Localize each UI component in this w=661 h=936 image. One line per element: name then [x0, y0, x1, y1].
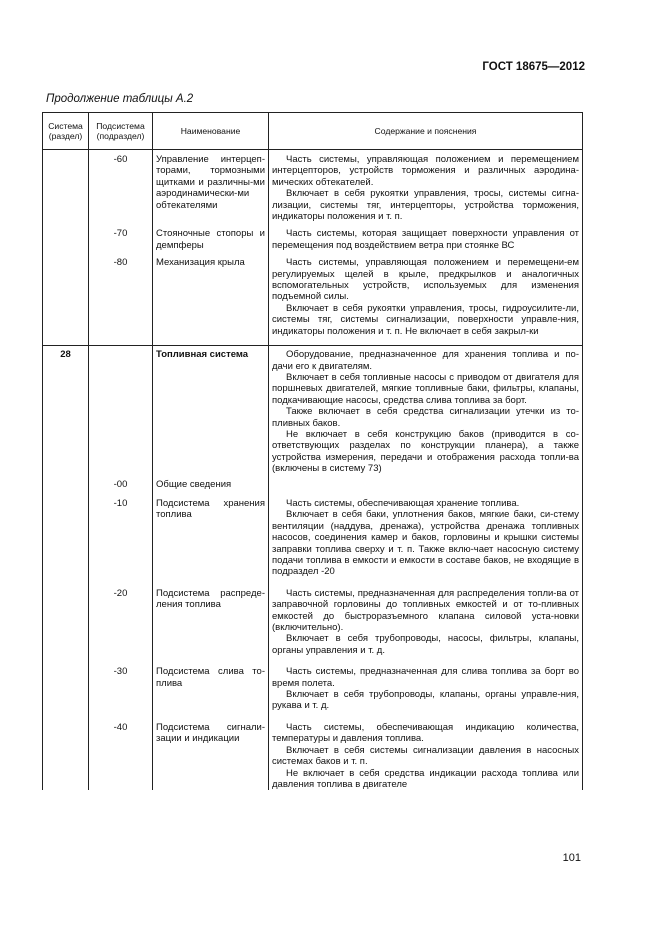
description-paragraph: Часть системы, управляющая положением и перемещени-ем регулируемых щелей в крыле, предкрылков и аналогичных вспомогательных устройств, используемых для изменения подъемной силы.: [272, 257, 579, 303]
description-paragraph: Включает в себя трубопроводы, клапаны, органы управле-ния, рукава и т. д.: [272, 689, 579, 712]
description-paragraph: Также включает в себя средства сигнализации утечки из то-пливных баков.: [272, 406, 579, 429]
entry-name: Общие сведения: [153, 475, 269, 490]
description-paragraph: Часть системы, обеспечивающая индикацию количества, температуры и давления топлива.: [272, 721, 579, 745]
spacer-cell: [89, 337, 153, 346]
entry-name: Стояночные стопоры и демпферы: [153, 222, 269, 251]
col-header-name: Наименование: [153, 113, 269, 150]
description-paragraph: Часть системы, предназначенная для распределения топли-ва от заправочной горловины до топливных емкостей и от то-пливных емкостей до быстроразъемного клапана силовой уста-новки (включительно).: [272, 587, 579, 634]
spacer-cell: [43, 337, 89, 346]
system-code: [43, 712, 89, 790]
entry-description: [269, 222, 583, 251]
group-spacer: [43, 337, 583, 346]
subsystem-code: -60: [89, 150, 153, 223]
subsystem-code: -40: [89, 712, 153, 790]
description-paragraph: Не включает в себя конструкцию баков (приводится в со-ответствующих разделах по конструкции планера), а также устройства измерения, передачи и отображения расхода топли-ва (включены в систему 73): [272, 428, 579, 475]
description-paragraph: Часть системы, обеспечивающая хранение топлива.: [286, 497, 520, 509]
spacer-cell: [269, 337, 583, 346]
description-paragraph: Часть системы, которая защищает поверхности управления от перемещения под воздействием ветра при стоянке ВС: [272, 228, 579, 251]
entry-name: Топливная система: [153, 346, 269, 475]
table-row: [43, 656, 583, 712]
col-header-system: Система (раздел): [43, 113, 89, 150]
description-paragraph: Часть системы, предназначенная для слива топлива за борт во время полета.: [272, 666, 579, 689]
entry-description: [269, 656, 583, 712]
entry-description: [269, 150, 583, 223]
subsystem-code: -80: [89, 251, 153, 337]
subsystem-code: [89, 346, 153, 475]
description-paragraph: Включает в себя баки, уплотнения баков, мягкие баки, си-стему вентиляции (наддува, дренажа), устройства дренажа топливных насосов, соединения камер и баков, горловины и крышки системы заправки топлива сверху и т. п. Также вклю-чает насосную систему подачи топлива в емкости и емкости в составе баков, не входящие в подраздел -20: [272, 509, 579, 578]
subsystem-code: -70: [89, 222, 153, 251]
col-header-subsystem: Подсистема (подраздел): [89, 113, 153, 150]
description-paragraph: Включает в себя системы сигнализации давления в насосных системах баков и т. п.: [272, 744, 579, 768]
system-code: [43, 251, 89, 337]
entry-description: [269, 475, 583, 490]
entry-description: [269, 712, 583, 790]
system-code: [43, 150, 89, 223]
description-paragraph: Включает в себя топливные насосы с приводом от двигателя для поршневых двигателей, мягкие топливные баки, фильтры, клапаны, подкачивающие насосы, средства слива топлива за борт.: [272, 371, 579, 406]
description-paragraph: Включает в себя рукоятки управления, тросы, системы сигна-лизации, системы тяг, интерцепторы, устройства торможения, индикаторы положения и т. п.: [272, 188, 579, 223]
description-paragraph: Не включает в себя средства индикации расхода топлива или давления топлива в двигателе: [272, 767, 579, 790]
table-row: [43, 712, 583, 790]
table-row: [43, 222, 583, 251]
system-code: 28: [43, 346, 89, 475]
subsystem-code: -30: [89, 656, 153, 712]
spacer-cell: [153, 337, 269, 346]
table-caption: Продолжение таблицы А.2: [46, 93, 194, 105]
entry-description: [269, 578, 583, 656]
table-group: [43, 346, 583, 791]
entry-name: Подсистема распреде-ления топлива: [153, 578, 269, 656]
classification-table: [42, 112, 583, 790]
table-row: [43, 475, 583, 490]
description-paragraph: Оборудование, предназначенное для хранения топлива и по-дачи его к двигателям.: [272, 349, 579, 372]
table-row: [43, 150, 583, 223]
entry-name: Подсистема слива то-плива: [153, 656, 269, 712]
subsystem-code: -20: [89, 578, 153, 656]
subsystem-code: -10: [89, 490, 153, 578]
description-paragraph: Включает в себя рукоятки управления, тросы, гидроусилите-ли, системы тяг, системы сигнализации, поверхности управле-ния, индикаторы положения и т. п. Не включает в себя закрыл-ки: [272, 302, 579, 337]
table-row: [43, 346, 583, 475]
entry-description: [269, 251, 583, 337]
table-row: [43, 578, 583, 656]
table-row: [43, 490, 583, 578]
table-group: [43, 150, 583, 346]
subsystem-code: -00: [89, 475, 153, 490]
page-number: 101: [562, 852, 581, 864]
description-paragraph: Включает в себя трубопроводы, насосы, фильтры, клапаны, органы управления и т. д.: [272, 633, 579, 656]
system-code: [43, 490, 89, 578]
system-code: [43, 578, 89, 656]
system-code: [43, 222, 89, 251]
system-code: [43, 656, 89, 712]
entry-description: [269, 346, 583, 475]
entry-name: Управление интерцеп-торами, тормозными щитками и различны-ми аэродинамически-ми обтекателями: [153, 150, 269, 223]
system-code: [43, 475, 89, 490]
entry-name: Подсистема хранения топлива: [153, 490, 269, 578]
table-row: [43, 251, 583, 337]
entry-name: Подсистема сигнали-зации и индикации: [153, 712, 269, 790]
entry-description: [269, 490, 583, 578]
col-header-description: Содержание и пояснения: [269, 113, 583, 150]
entry-name: Механизация крыла: [153, 251, 269, 337]
standard-header: ГОСТ 18675—2012: [482, 61, 585, 73]
description-paragraph: Часть системы, управляющая положением и перемещением интерцепторов, устройств торможения и различных аэродина-мических обтекателей.: [272, 154, 579, 188]
table-header-row: [43, 113, 583, 150]
